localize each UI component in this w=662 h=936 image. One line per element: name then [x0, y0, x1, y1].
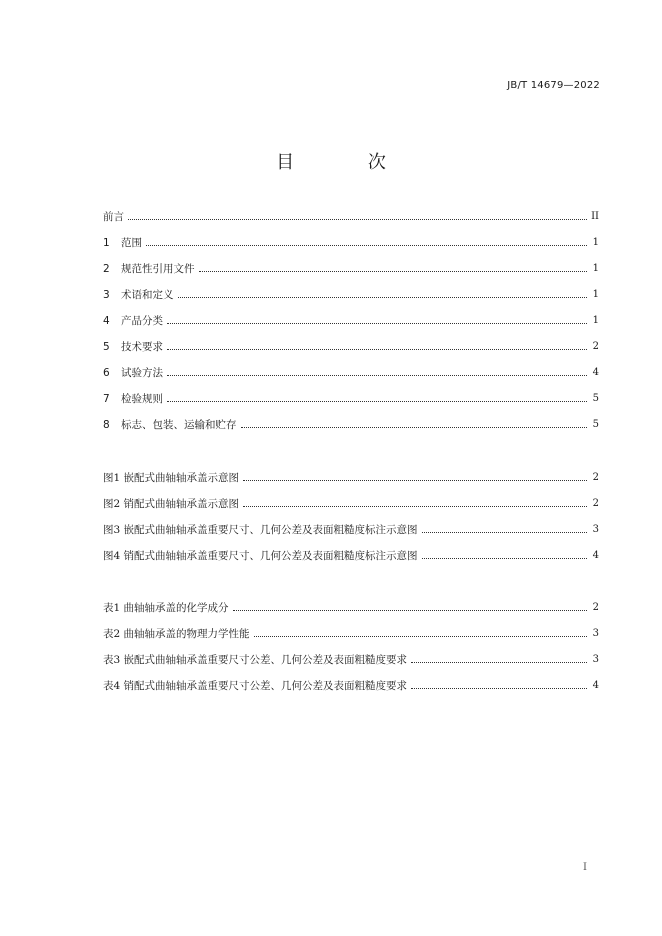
- toc-entry[interactable]: [103, 411, 599, 437]
- toc-page-number: 1: [592, 262, 599, 274]
- table-entry-label: 表1 曲轴轴承盖的化学成分: [103, 601, 229, 614]
- toc-entry-label: 技术要求: [121, 340, 163, 353]
- toc-section-number: 6: [103, 366, 110, 379]
- figure-page-number: 3: [592, 523, 599, 535]
- figure-entry-label: 图1 嵌配式曲轴轴承盖示意图: [103, 471, 240, 484]
- toc-entry[interactable]: [103, 255, 599, 281]
- figure-entry-label: 图4 销配式曲轴轴承盖重要尺寸、几何公差及表面粗糙度标注示意图: [103, 549, 418, 562]
- toc-entry-label: 前言: [103, 210, 124, 223]
- dot-leader: [422, 532, 587, 533]
- dot-leader: [167, 349, 587, 350]
- toc-tables: [103, 594, 599, 698]
- dot-leader: [128, 219, 587, 220]
- table-page-number: 3: [592, 653, 599, 665]
- figure-entry[interactable]: [103, 464, 599, 490]
- toc-section-number: 2: [103, 262, 110, 275]
- figure-entry[interactable]: [103, 516, 599, 542]
- toc-section-number: 4: [103, 314, 110, 327]
- figure-page-number: 4: [592, 549, 599, 561]
- toc-sections: [103, 203, 599, 437]
- dot-leader: [243, 480, 587, 481]
- table-entry-label: 表3 嵌配式曲轴轴承盖重要尺寸公差、几何公差及表面粗糙度要求: [103, 653, 408, 666]
- toc-entry-label: 标志、包装、运输和贮存: [121, 418, 237, 431]
- table-entry[interactable]: [103, 646, 599, 672]
- toc-page-number: 1: [592, 288, 599, 300]
- toc-entry[interactable]: [103, 203, 599, 229]
- dot-leader: [411, 662, 587, 663]
- toc-section-number: 1: [103, 236, 110, 249]
- toc-entry-label: 产品分类: [121, 314, 163, 327]
- toc-section-number: 7: [103, 392, 110, 405]
- toc-page-number: 1: [592, 314, 599, 326]
- dot-leader: [199, 271, 588, 272]
- toc-entry[interactable]: [103, 359, 599, 385]
- toc-entry[interactable]: [103, 281, 599, 307]
- figure-page-number: 2: [592, 471, 599, 483]
- toc-figures: [103, 464, 599, 568]
- toc-entry[interactable]: [103, 385, 599, 411]
- page-folio: I: [583, 862, 587, 873]
- toc-page-number: II: [591, 210, 599, 222]
- figure-entry-label: 图3 嵌配式曲轴轴承盖重要尺寸、几何公差及表面粗糙度标注示意图: [103, 523, 418, 536]
- toc-entry[interactable]: [103, 229, 599, 255]
- figure-entry-label: 图2 销配式曲轴轴承盖示意图: [103, 497, 240, 510]
- table-entry[interactable]: [103, 672, 599, 698]
- toc-section-number: 8: [103, 418, 110, 431]
- toc-entry[interactable]: [103, 307, 599, 333]
- toc-entry-label: 检验规则: [121, 392, 163, 405]
- dot-leader: [167, 323, 587, 324]
- table-entry-label: 表4 销配式曲轴轴承盖重要尺寸公差、几何公差及表面粗糙度要求: [103, 679, 408, 692]
- toc-entry-label: 术语和定义: [121, 288, 174, 301]
- dot-leader: [241, 427, 588, 428]
- dot-leader: [411, 688, 587, 689]
- table-page-number: 2: [592, 601, 599, 613]
- toc-section-number: 3: [103, 288, 110, 301]
- dot-leader: [243, 506, 587, 507]
- table-entry-label: 表2 曲轴轴承盖的物理力学性能: [103, 627, 250, 640]
- dot-leader: [146, 245, 587, 246]
- toc-entry[interactable]: [103, 333, 599, 359]
- figure-entry[interactable]: [103, 542, 599, 568]
- toc-entry-label: 范围: [121, 236, 142, 249]
- toc-page-number: 4: [592, 366, 599, 378]
- dot-leader: [178, 297, 588, 298]
- table-entry[interactable]: [103, 620, 599, 646]
- toc-page-number: 2: [592, 340, 599, 352]
- dot-leader: [422, 558, 587, 559]
- document-number: JB/T 14679—2022: [507, 80, 600, 91]
- table-page-number: 3: [592, 627, 599, 639]
- toc-entry-label: 规范性引用文件: [121, 262, 195, 275]
- table-page-number: 4: [592, 679, 599, 691]
- figure-entry[interactable]: [103, 490, 599, 516]
- toc-page-number: 5: [592, 392, 599, 404]
- dot-leader: [167, 375, 587, 376]
- table-entry[interactable]: [103, 594, 599, 620]
- toc-section-number: 5: [103, 340, 110, 353]
- figure-page-number: 2: [592, 497, 599, 509]
- page-title: 目 次: [276, 152, 420, 173]
- dot-leader: [233, 610, 587, 611]
- toc-page-number: 1: [592, 236, 599, 248]
- toc-entry-label: 试验方法: [121, 366, 163, 379]
- toc-page-number: 5: [592, 418, 599, 430]
- dot-leader: [167, 401, 587, 402]
- dot-leader: [254, 636, 587, 637]
